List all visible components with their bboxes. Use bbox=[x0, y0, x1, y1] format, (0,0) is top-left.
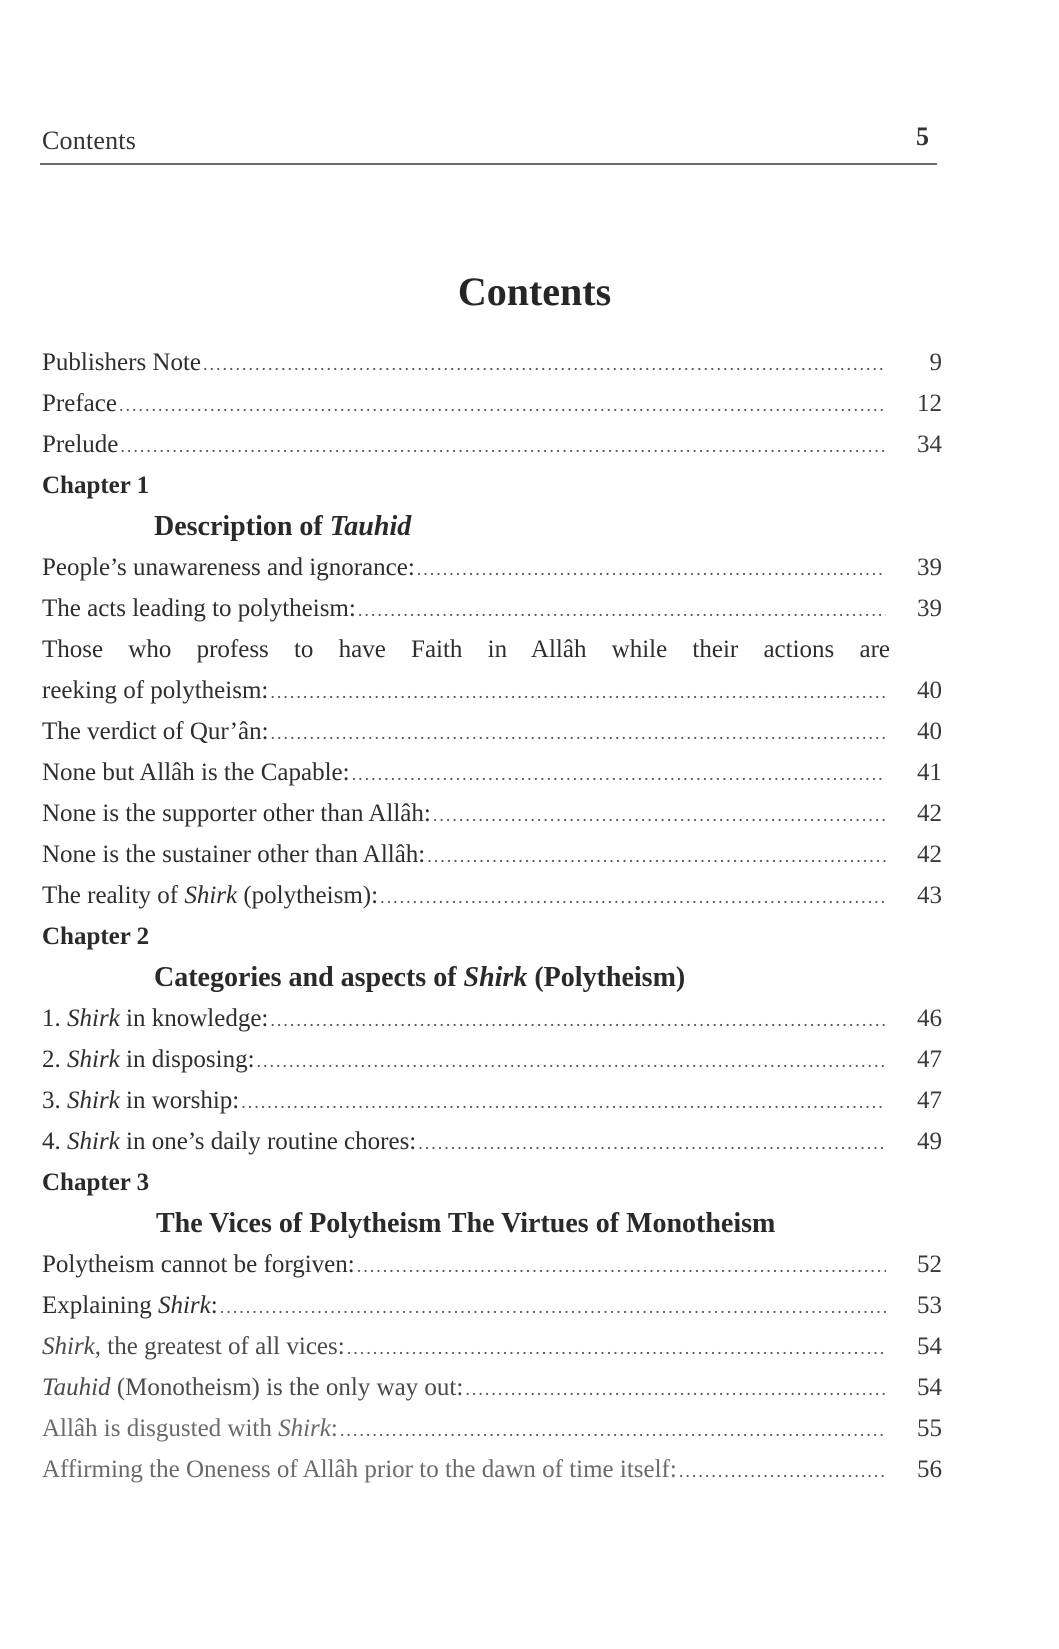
entry-label bbox=[42, 875, 378, 916]
entry-label: Prelude bbox=[42, 431, 119, 458]
entry-text: in worship: bbox=[119, 1087, 240, 1114]
entry-label bbox=[42, 1080, 239, 1121]
chapter-2-title-row[interactable] bbox=[42, 957, 942, 998]
toc-entry-multiline[interactable] bbox=[42, 629, 942, 711]
chapter-title-text: Description of bbox=[154, 511, 330, 542]
entry-text: : bbox=[330, 1415, 338, 1442]
entry-page-number: 46 bbox=[917, 1005, 942, 1032]
running-header bbox=[40, 122, 937, 162]
chapter-title bbox=[42, 1208, 775, 1239]
chapter-title-text: Categories and aspects of bbox=[154, 962, 464, 993]
chapter-title-suffix: (Polytheism) bbox=[527, 962, 686, 993]
entry-term: Shirk bbox=[157, 1292, 211, 1319]
entry-term: Shirk bbox=[67, 1046, 120, 1073]
entry-text: None is the supporter other than Allâh: bbox=[42, 800, 431, 827]
chapter-title-text: The Vices of Polytheism The Virtues of Monotheism bbox=[156, 1208, 776, 1239]
dot-leader bbox=[347, 1328, 886, 1369]
dot-leader bbox=[241, 1082, 886, 1123]
entry-text: The acts leading to polytheism: bbox=[42, 595, 356, 622]
dot-leader bbox=[120, 426, 886, 467]
entry-label bbox=[42, 547, 415, 588]
entry-label bbox=[42, 752, 350, 793]
entry-label bbox=[42, 1326, 345, 1367]
entry-text: People’s unawareness and ignorance: bbox=[42, 554, 415, 581]
entry-page-number: 39 bbox=[917, 595, 942, 622]
entry-number: 1. bbox=[42, 1005, 67, 1032]
dot-leader bbox=[220, 1287, 886, 1328]
entry-page-number: 40 bbox=[917, 677, 942, 704]
dot-leader bbox=[465, 1369, 886, 1410]
entry-page-number: 41 bbox=[917, 759, 942, 786]
toc-entry[interactable] bbox=[42, 1285, 942, 1326]
toc-entry-prelude[interactable] bbox=[42, 424, 942, 465]
chapter-label: Chapter 1 bbox=[42, 472, 150, 499]
entry-page-number: 42 bbox=[917, 800, 942, 827]
page-title: Contents bbox=[457, 269, 612, 314]
entry-text: , the greatest of all vices: bbox=[94, 1333, 345, 1360]
toc-entry[interactable] bbox=[42, 547, 942, 588]
entry-page-number: 56 bbox=[917, 1456, 942, 1483]
entry-label bbox=[42, 1039, 255, 1080]
entry-page-number: 53 bbox=[917, 1292, 942, 1319]
chapter-title bbox=[42, 962, 685, 993]
dot-leader bbox=[417, 549, 886, 590]
entry-label bbox=[42, 834, 425, 875]
entry-number: 4. bbox=[42, 1128, 67, 1155]
chapter-title bbox=[42, 511, 411, 542]
entry-text: Polytheism cannot be forgiven: bbox=[42, 1251, 355, 1278]
toc-entry[interactable] bbox=[42, 1449, 942, 1490]
entry-text: None but Allâh is the Capable: bbox=[42, 759, 350, 786]
dot-leader bbox=[679, 1451, 886, 1492]
entry-page-number: 47 bbox=[917, 1087, 942, 1114]
toc-entry[interactable] bbox=[42, 752, 942, 793]
chapter-label: Chapter 2 bbox=[42, 923, 150, 950]
entry-term: Tauhid bbox=[42, 1374, 111, 1401]
chapter-3-title-row[interactable] bbox=[42, 1203, 942, 1244]
toc-entry[interactable] bbox=[42, 588, 942, 629]
entry-label bbox=[42, 1244, 355, 1285]
dot-leader bbox=[119, 385, 886, 426]
entry-page-number: 42 bbox=[917, 841, 942, 868]
entry-text: None is the sustainer other than Allâh: bbox=[42, 841, 426, 868]
entry-text: The reality of bbox=[42, 882, 185, 909]
toc-entry[interactable] bbox=[42, 998, 942, 1039]
dot-leader bbox=[270, 672, 886, 713]
toc-entry[interactable] bbox=[42, 1039, 942, 1080]
entry-label bbox=[42, 998, 268, 1039]
dot-leader bbox=[358, 590, 886, 631]
toc-entry[interactable] bbox=[42, 711, 942, 752]
dot-leader bbox=[340, 1410, 886, 1451]
entry-number: 3. bbox=[42, 1087, 67, 1114]
toc-entry-publishers-note[interactable] bbox=[42, 342, 942, 383]
entry-term: Shirk bbox=[184, 882, 238, 909]
entry-text: in one’s daily routine chores: bbox=[119, 1128, 417, 1155]
header-rule bbox=[40, 163, 937, 165]
entry-term: Shirk bbox=[67, 1005, 120, 1032]
entry-term: Shirk bbox=[67, 1128, 120, 1155]
entry-label: Preface bbox=[42, 390, 117, 417]
entry-page-number: 34 bbox=[917, 431, 942, 458]
running-header-page-number: 5 bbox=[916, 122, 929, 151]
entry-label bbox=[42, 1285, 218, 1326]
entry-text: Affirming the Oneness of Allâh prior to the dawn of time itself: bbox=[42, 1456, 677, 1483]
chapter-title-term: Tauhid bbox=[329, 511, 412, 542]
entry-label bbox=[42, 588, 356, 629]
toc-entry-preface[interactable] bbox=[42, 383, 942, 424]
entry-number: 2. bbox=[42, 1046, 67, 1073]
entry-label bbox=[42, 793, 431, 834]
entry-label bbox=[42, 1367, 463, 1408]
toc-entry[interactable] bbox=[42, 1244, 942, 1285]
toc-entry[interactable] bbox=[42, 793, 942, 834]
entry-label bbox=[42, 1449, 677, 1490]
dot-leader bbox=[203, 344, 886, 385]
entry-page-number: 49 bbox=[917, 1128, 942, 1155]
entry-term: Shirk bbox=[278, 1415, 331, 1442]
dot-leader bbox=[433, 795, 886, 836]
entry-term: Shirk bbox=[42, 1333, 95, 1360]
dot-leader bbox=[270, 1000, 886, 1041]
entry-term: Shirk bbox=[67, 1087, 120, 1114]
entry-label bbox=[42, 1408, 338, 1449]
entry-label bbox=[42, 1121, 416, 1162]
entry-label-line-1: Those who profess to have Faith in Allâh while their actions are bbox=[42, 636, 890, 663]
entry-text: Explaining bbox=[42, 1292, 158, 1319]
entry-page-number: 54 bbox=[917, 1333, 942, 1360]
entry-label-line-2: reeking of polytheism: bbox=[42, 677, 269, 704]
toc-entry[interactable] bbox=[42, 834, 942, 875]
entry-text: The verdict of Qur’ân: bbox=[42, 718, 269, 745]
entry-page-number: 40 bbox=[917, 718, 942, 745]
dot-leader bbox=[271, 713, 886, 754]
entry-page-number: 39 bbox=[917, 554, 942, 581]
toc-entry[interactable] bbox=[42, 1408, 942, 1449]
toc-entry[interactable] bbox=[42, 1080, 942, 1121]
chapter-1-title-row[interactable] bbox=[42, 506, 942, 547]
dot-leader bbox=[380, 877, 886, 918]
entry-page-number: 43 bbox=[917, 882, 942, 909]
entry-page-number: 12 bbox=[917, 390, 942, 417]
chapter-title-term: Shirk bbox=[463, 962, 528, 993]
toc-entry[interactable] bbox=[42, 1326, 942, 1367]
chapter-3-label-row bbox=[42, 1162, 942, 1203]
dot-leader bbox=[418, 1123, 886, 1164]
entry-page-number: 9 bbox=[929, 349, 942, 376]
chapter-2-label-row bbox=[42, 916, 942, 957]
chapter-1-label-row bbox=[42, 465, 942, 506]
running-header-title: Contents bbox=[42, 126, 137, 155]
dot-leader bbox=[357, 1246, 886, 1287]
entry-text: (Monotheism) is the only way out: bbox=[110, 1374, 464, 1401]
dot-leader bbox=[427, 836, 886, 877]
entry-text: in knowledge: bbox=[119, 1005, 269, 1032]
table-of-contents bbox=[42, 342, 942, 1490]
chapter-label: Chapter 3 bbox=[42, 1169, 150, 1196]
dot-leader bbox=[352, 754, 886, 795]
entry-text: : bbox=[210, 1292, 218, 1319]
entry-page-number: 52 bbox=[917, 1251, 942, 1278]
entry-label: Publishers Note bbox=[42, 349, 202, 376]
entry-text: Allâh is disgusted with bbox=[42, 1415, 279, 1442]
toc-entry[interactable] bbox=[42, 1121, 942, 1162]
entry-text: in disposing: bbox=[119, 1046, 255, 1073]
entry-label bbox=[42, 711, 269, 752]
toc-entry[interactable] bbox=[42, 1367, 942, 1408]
entry-page-number: 55 bbox=[917, 1415, 942, 1442]
toc-entry[interactable] bbox=[42, 875, 942, 916]
entry-page-number: 54 bbox=[917, 1374, 942, 1401]
entry-page-number: 47 bbox=[917, 1046, 942, 1073]
dot-leader bbox=[257, 1041, 886, 1082]
entry-text: (polytheism): bbox=[237, 882, 379, 909]
